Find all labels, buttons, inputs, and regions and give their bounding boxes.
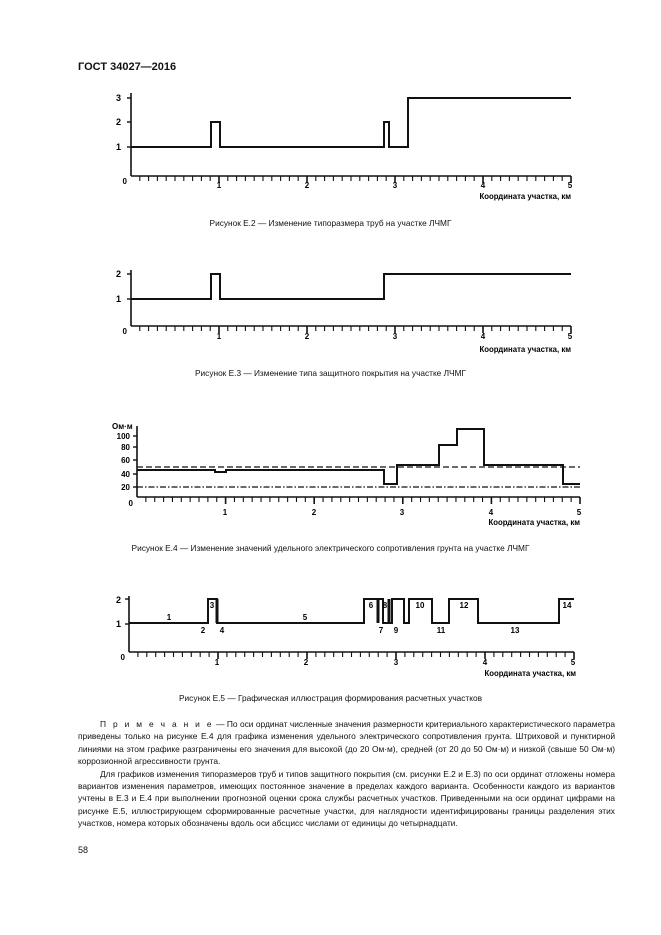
e3-y-tick-label: 1 <box>115 294 121 304</box>
e3-x-minor-ticks <box>140 326 571 333</box>
e2-x-tick-label: 2 <box>304 181 310 190</box>
figure-e5-chart <box>0 592 661 682</box>
e5-segment-label-13: 13 <box>510 626 520 635</box>
e4-origin-label: 0 <box>128 499 133 508</box>
note-paragraph-2: Для графиков изменения типоразмеров труб и типов защитного покрытия (см. рисунки Е.2 и Е.3) по оси ординат отложены номера вариантов изменения параметров, имеющих постоянное значение в пределах каждого варианта. Особенности каждого из вариантов учтены в Е.3 и Е.4 при выполнении прогнозной оценки срока службы расчетных участков. Приведенными на оси ординат цифрами на рисунке Е.5, иллюстрирующем сформированные расчетные участки, для наглядности идентифицированы границы разделения этих участков, номера которых обозначены вдоль оси абсцисс числами от единицы до четырнадцати. <box>78 768 615 829</box>
e5-segment-label-2: 2 <box>200 626 206 635</box>
note-paragraph-1 <box>78 718 615 768</box>
e3-x-tick-label: 2 <box>304 332 310 341</box>
e5-y-tick-label: 2 <box>115 595 121 605</box>
e5-segment-label-1: 1 <box>166 613 172 622</box>
e3-step-line <box>131 274 571 299</box>
e3-y-tick-label: 2 <box>115 269 121 279</box>
e3-x-axis-label: Координата участка, км <box>479 345 571 354</box>
e5-x-tick-label: 3 <box>393 658 399 667</box>
e2-y-tick-label: 1 <box>115 142 121 152</box>
figure-e3-chart <box>0 266 661 358</box>
e3-x-tick-label: 5 <box>567 332 573 341</box>
e5-segment-label-4: 4 <box>219 626 225 635</box>
e2-y-tick-label: 2 <box>115 117 121 127</box>
e4-step-line <box>137 429 580 484</box>
e5-segment-label-6: 6 <box>368 601 374 610</box>
e4-y-unit: Ом·м <box>112 422 133 431</box>
e2-x-axis-label: Координата участка, км <box>479 192 571 201</box>
e3-x-tick-label: 4 <box>480 332 486 341</box>
e4-x-tick-label: 5 <box>576 508 582 517</box>
e5-step-line <box>129 599 574 623</box>
e5-x-minor-ticks <box>138 652 574 659</box>
figure-e3-caption: Рисунок Е.3 — Изменение типа защитного покрытия на участке ЛЧМГ <box>195 368 466 378</box>
e4-y-tick-label: 60 <box>121 456 130 465</box>
e4-y-tick-label: 20 <box>121 483 130 492</box>
e5-segment-label-14: 14 <box>562 601 572 610</box>
e4-x-tick-label: 4 <box>488 508 494 517</box>
e2-x-tick-label: 1 <box>216 181 222 190</box>
e4-y-tick-label: 100 <box>116 432 130 441</box>
e2-x-tick-label: 3 <box>392 181 398 190</box>
e5-x-axis-label: Координата участка, км <box>484 669 576 678</box>
e5-segment-label-7: 7 <box>378 626 384 635</box>
e4-x-tick-label: 2 <box>311 508 317 517</box>
note-text-1: — По оси ординат численные значения размерности критериального характеристического параметра приведены только на рисунке Е.4 для графика изменения удельного электрического сопротивления грунта. Штриховой и пунктирной линиями на этом графике разграничены его значения для высокой (до 20 Ом·м), средней (от 20 до 50 Ом·м) и низкой (свыше 50 Ом·м) коррозионной агрессивности грунта. <box>78 719 615 767</box>
e3-x-tick-label: 1 <box>216 332 222 341</box>
e4-x-tick-label: 1 <box>222 508 228 517</box>
e5-origin-label: 0 <box>120 653 125 662</box>
e4-y-tick-label: 80 <box>121 443 130 452</box>
e4-x-axis-label: Координата участка, км <box>488 518 580 527</box>
e4-x-tick-label: 3 <box>399 508 405 517</box>
e5-x-tick-label: 5 <box>570 658 576 667</box>
e5-x-tick-label: 2 <box>303 658 309 667</box>
figure-e2-caption: Рисунок Е.2 — Изменение типоразмера труб на участке ЛЧМГ <box>209 218 452 228</box>
e2-step-line <box>131 98 571 147</box>
e5-segment-label-3: 3 <box>209 601 215 610</box>
e5-y-tick-label: 1 <box>115 619 121 629</box>
e2-y-tick-label: 3 <box>115 93 121 103</box>
note-lead: П р и м е ч а н и е <box>100 719 214 729</box>
e5-segment-label-8: 8 <box>382 601 388 610</box>
e3-origin-label: 0 <box>122 327 127 336</box>
figure-e2-chart <box>0 88 661 206</box>
e4-y-tick-label: 40 <box>121 470 130 479</box>
e5-segment-label-10: 10 <box>415 601 425 610</box>
e2-origin-label: 0 <box>122 177 127 186</box>
e2-x-tick-label: 5 <box>567 181 573 190</box>
e5-segment-label-12: 12 <box>459 601 469 610</box>
e5-segment-label-11: 11 <box>436 626 446 635</box>
e3-x-tick-label: 3 <box>392 332 398 341</box>
standard-header: ГОСТ 34027—2016 <box>78 61 177 73</box>
page-number: 58 <box>78 845 89 855</box>
e5-x-tick-label: 1 <box>214 658 220 667</box>
figure-e5-caption: Рисунок Е.5 — Графическая иллюстрация формирования расчетных участков <box>179 693 482 703</box>
e4-axes <box>137 426 580 497</box>
figure-e4-chart <box>0 418 661 530</box>
e5-segment-label-9: 9 <box>393 626 399 635</box>
e4-x-minor-ticks <box>146 497 580 504</box>
note-block <box>78 718 615 830</box>
figure-e4-caption: Рисунок Е.4 — Изменение значений удельного электрического сопротивления грунта на участке ЛЧМГ <box>131 543 530 553</box>
e2-x-minor-ticks <box>140 176 571 183</box>
e5-segment-label-5: 5 <box>302 613 308 622</box>
e5-x-tick-label: 4 <box>482 658 488 667</box>
e2-x-tick-label: 4 <box>480 181 486 190</box>
e2-axes <box>131 93 571 176</box>
